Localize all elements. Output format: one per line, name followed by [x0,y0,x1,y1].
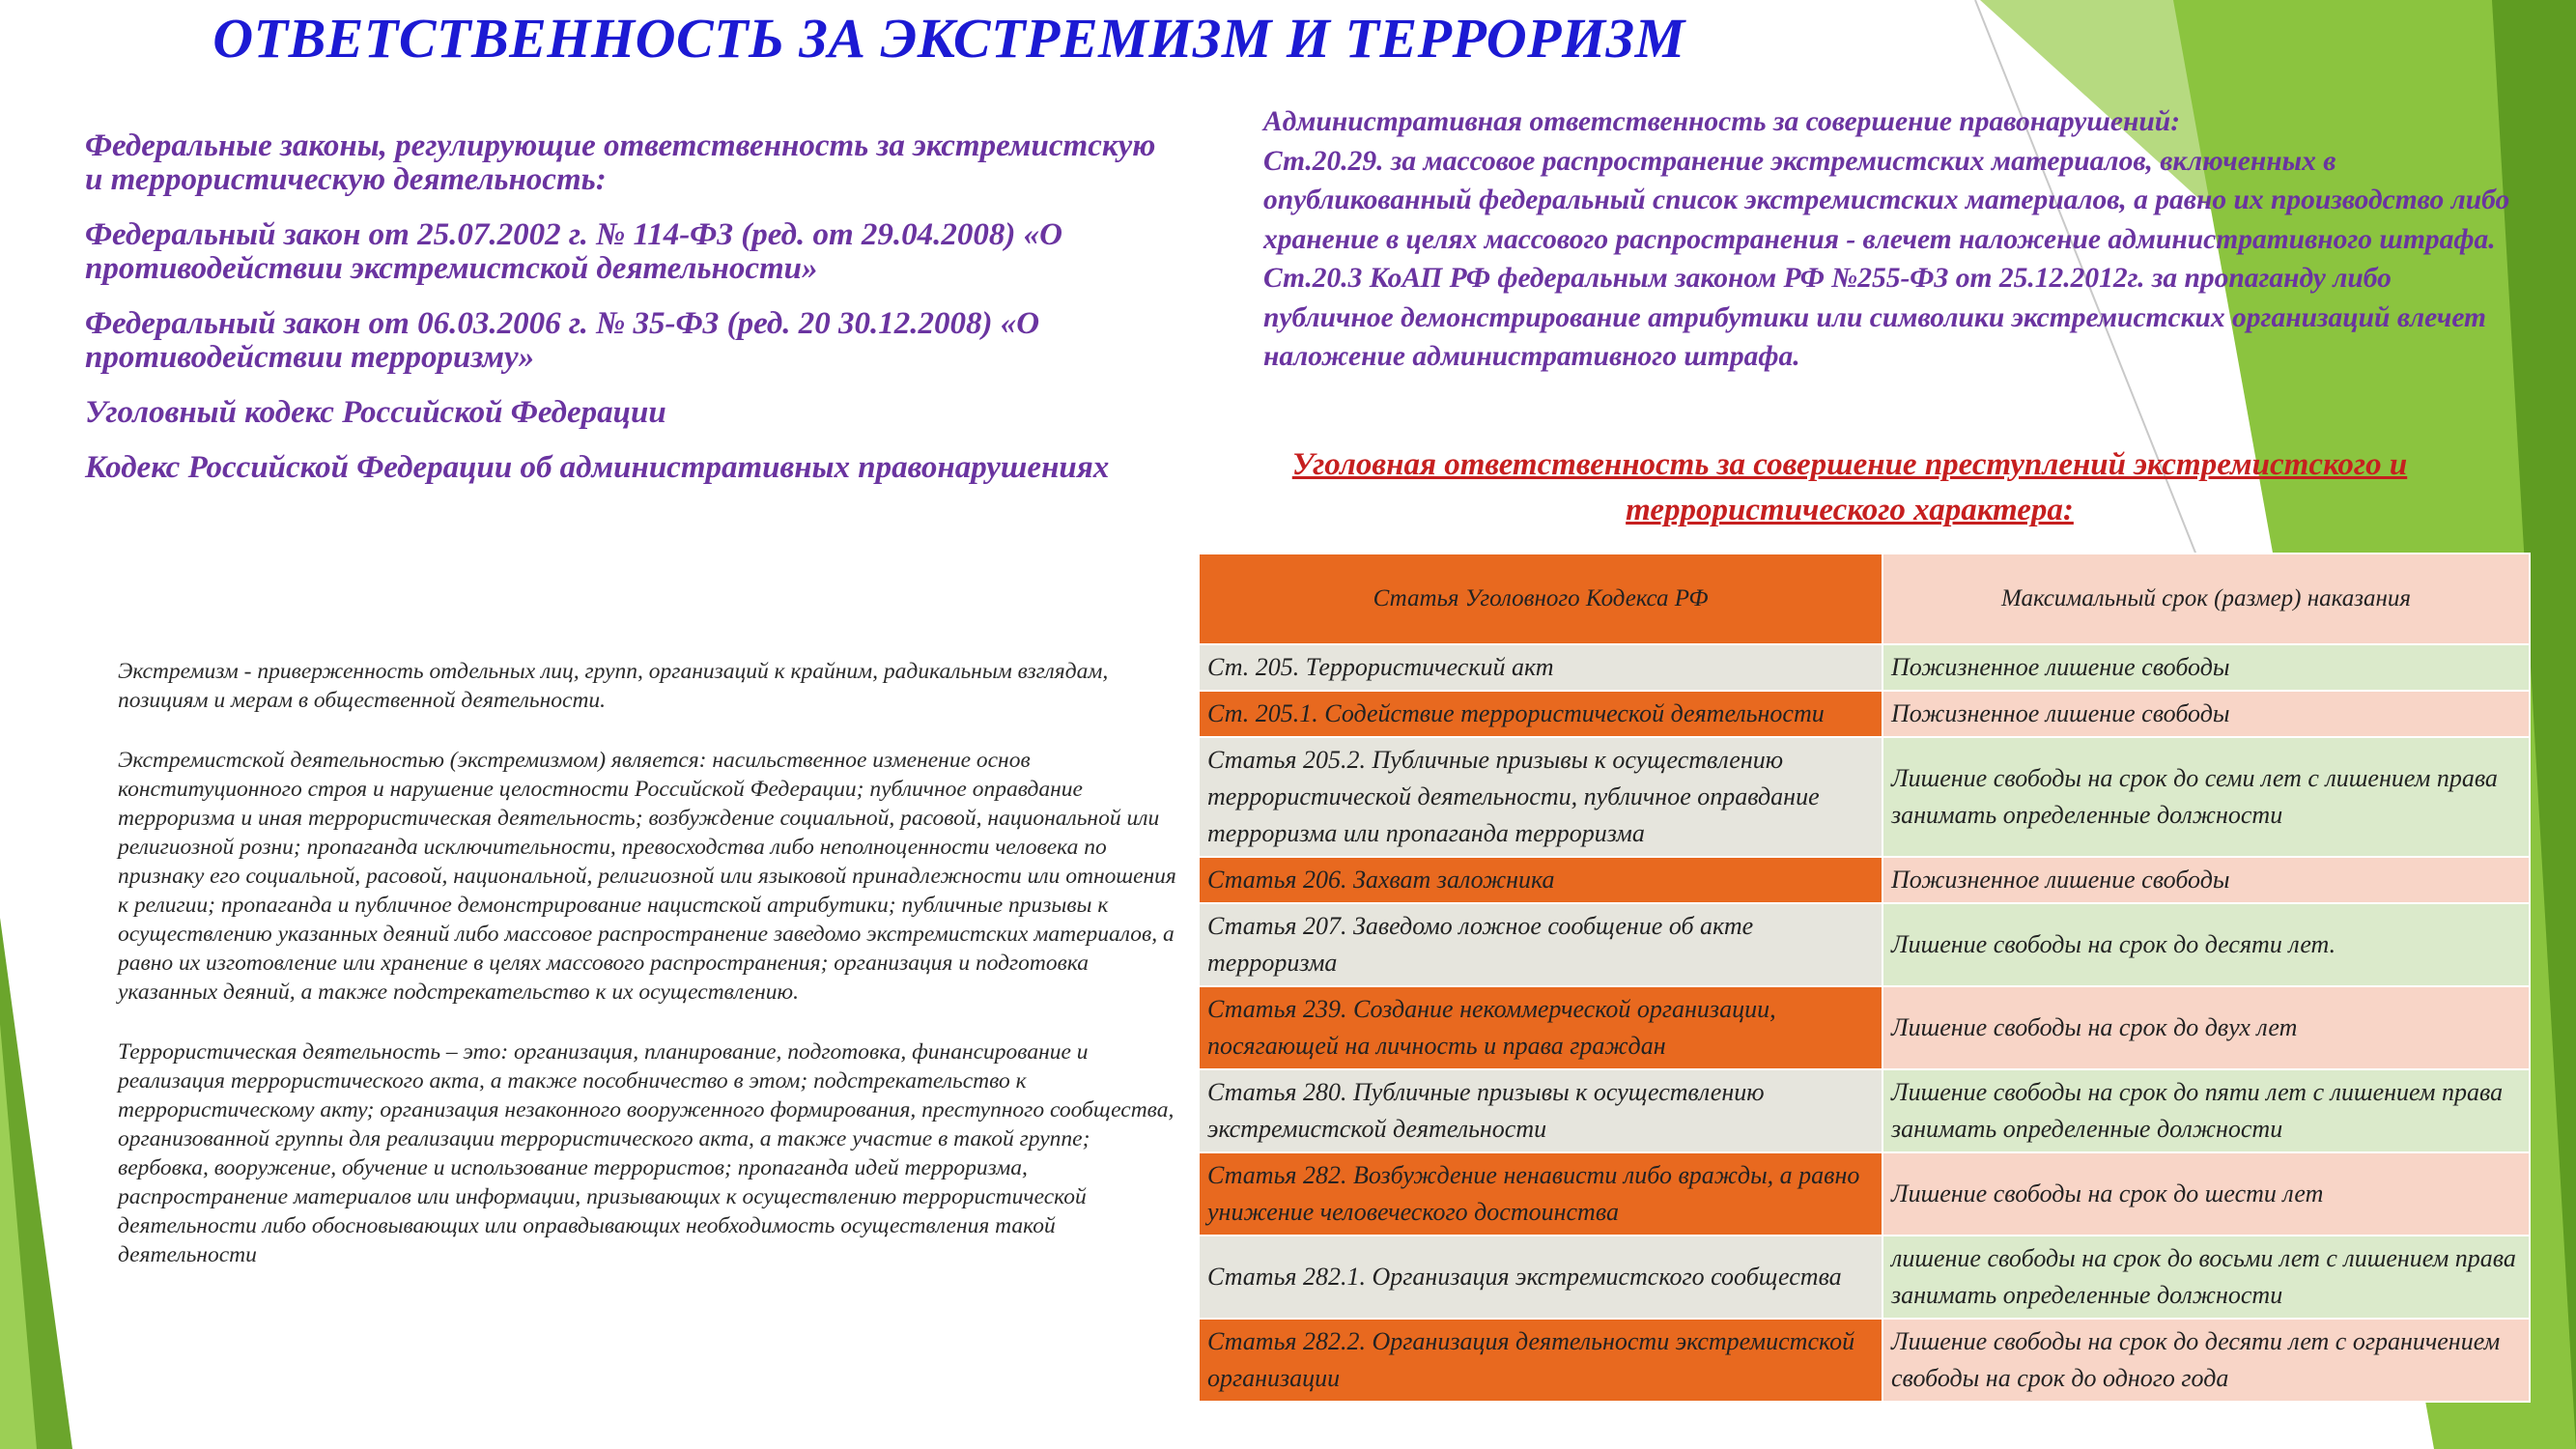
page-title: ОТВЕТСТВЕННОСТЬ ЗА ЭКСТРЕМИЗМ И ТЕРРОРИЗМ [212,7,1685,70]
article-cell: Ст. 205.1. Содействие террористической деятельности [1199,691,1882,737]
article-cell: Статья 280. Публичные призывы к осуществлению экстремистской деятельности [1199,1069,1882,1152]
table-row [1199,1319,2530,1402]
article-cell: Статья 282.2. Организация деятельности экстремистской организации [1199,1319,1882,1402]
article-cell: Статья 239. Создание некоммерческой организации, посягающей на личность и права граждан [1199,986,1882,1069]
admin-article-20-29: Ст.20.29. за массовое распространение экстремистских материалов, включенных в опубликованный федеральный список экстремистских материалов, а равно их производство либо хранение в целях массового распространения - влечет наложение административного штрафа. [1263,145,2510,255]
law-35-fz: Федеральный закон от 06.03.2006 г. № 35-ФЗ (ред. 20 30.12.2008) «О противодействии терроризму» [85,306,1040,375]
federal-laws-list [85,129,1167,506]
penalty-cell: лишение свободы на срок до восьми лет с лишением права занимать определенные должности [1882,1236,2530,1319]
table-row [1199,986,2530,1069]
penalty-cell: Пожизненное лишение свободы [1882,857,2530,903]
penalty-cell: Лишение свободы на срок до пяти лет с лишением права занимать определенные должности [1882,1069,2530,1152]
article-cell: Статья 207. Заведомо ложное сообщение об акте терроризма [1199,903,1882,986]
penalty-cell: Лишение свободы на срок до десяти лет с ограничением свободы на срок до одного года [1882,1319,2530,1402]
table-row [1199,644,2530,691]
table-row [1199,903,2530,986]
article-cell: Ст. 205. Террористический акт [1199,644,1882,691]
penalties-table [1198,553,2531,1403]
article-cell: Статья 282. Возбуждение ненависти либо вражды, а равно унижение человеческого достоинства [1199,1152,1882,1236]
table-row [1199,691,2530,737]
definition-extremism: Экстремизм - приверженность отдельных лиц, групп, организаций к крайним, радикальным взглядам, позициям и мерам в общественной деятельности. [118,659,1109,713]
table-row [1199,737,2530,857]
penalty-cell: Лишение свободы на срок до шести лет [1882,1152,2530,1236]
table-row [1199,1236,2530,1319]
laws-intro: Федеральные законы, регулирующие ответственность за экстремистскую и террористическую деятельность: [85,128,1156,197]
definitions-block [118,657,1185,1300]
definition-terrorist-activity: Террористическая деятельность – это: организация, планирование, подготовка, финансирование и реализация террористического акта, а также пособничество в этом; подстрекательство к террористическому акту; организация незаконного вооруженного формирования, преступного сообщества, организованной группы для реализации террористического акта, а также участие в такой группе; вербовка, вооружение, обучение и использование террористов; пропаганда идей терроризма, распространение материалов или информации, призывающих к осуществлению террористической деятельности либо обосновывающих или оправдывающих необходимость осуществления такой деятельности [118,1039,1175,1267]
article-cell: Статья 205.2. Публичные призывы к осуществлению террористической деятельности, публичное оправдание терроризма или пропаганда терроризма [1199,737,1882,857]
admin-heading: Административная ответственность за совершение правонарушений: [1263,106,2181,137]
header-article: Статья Уголовного Кодекса РФ [1199,554,1882,644]
penalty-cell: Пожизненное лишение свободы [1882,691,2530,737]
criminal-liability-heading: Уголовная ответственность за совершение преступлений экстремистского и террористического характера: [1291,447,2408,527]
law-admin-code: Кодекс Российской Федерации об административных правонарушениях [85,450,1110,485]
law-criminal-code: Уголовный кодекс Российской Федерации [85,395,666,430]
table-row [1199,857,2530,903]
penalty-cell: Лишение свободы на срок до семи лет с лишением права занимать определенные должности [1882,737,2530,857]
article-cell: Статья 206. Захват заложника [1199,857,1882,903]
definition-extremist-activity: Экстремистской деятельностью (экстремизмом) является: насильственное изменение основ конституционного строя и нарушение целостности Российской Федерации; публичное оправдание терроризма и иная террористическая деятельность; возбуждение социальной, расовой, национальной или религиозной розни; пропаганда исключительности, превосходства либо неполноценности человека по признаку его социальной, расовой, национальной, религиозной или языковой принадлежности или отношения к религии; пропаганда и публичное демонстрирование нацистской атрибутики; публичные призывы к осуществлению указанных деяний либо массовое распространение заведомо экстремистских материалов, а равно их изготовление или хранение в целях массового распространения; организация и подготовка указанных деяний, а также подстрекательство к их осуществлению. [118,748,1176,1005]
penalty-cell: Лишение свободы на срок до двух лет [1882,986,2530,1069]
admin-article-20-3: Ст.20.3 КоАП РФ федеральным законом РФ №255-ФЗ от 25.12.2012г. за пропаганду либо публичное демонстрирование атрибутики или символики экстремистских организаций влечет наложение административного штрафа. [1263,263,2486,372]
article-cell: Статья 282.1. Организация экстремистского сообщества [1199,1236,1882,1319]
administrative-liability [1263,102,2519,377]
header-penalty: Максимальный срок (размер) наказания [1882,554,2530,644]
table-row [1199,1152,2530,1236]
table-header-row [1199,554,2530,644]
penalty-cell: Лишение свободы на срок до десяти лет. [1882,903,2530,986]
penalty-cell: Пожизненное лишение свободы [1882,644,2530,691]
table-row [1199,1069,2530,1152]
law-114-fz: Федеральный закон от 25.07.2002 г. № 114-ФЗ (ред. от 29.04.2008) «О противодействии экстремистской деятельности» [85,217,1062,286]
